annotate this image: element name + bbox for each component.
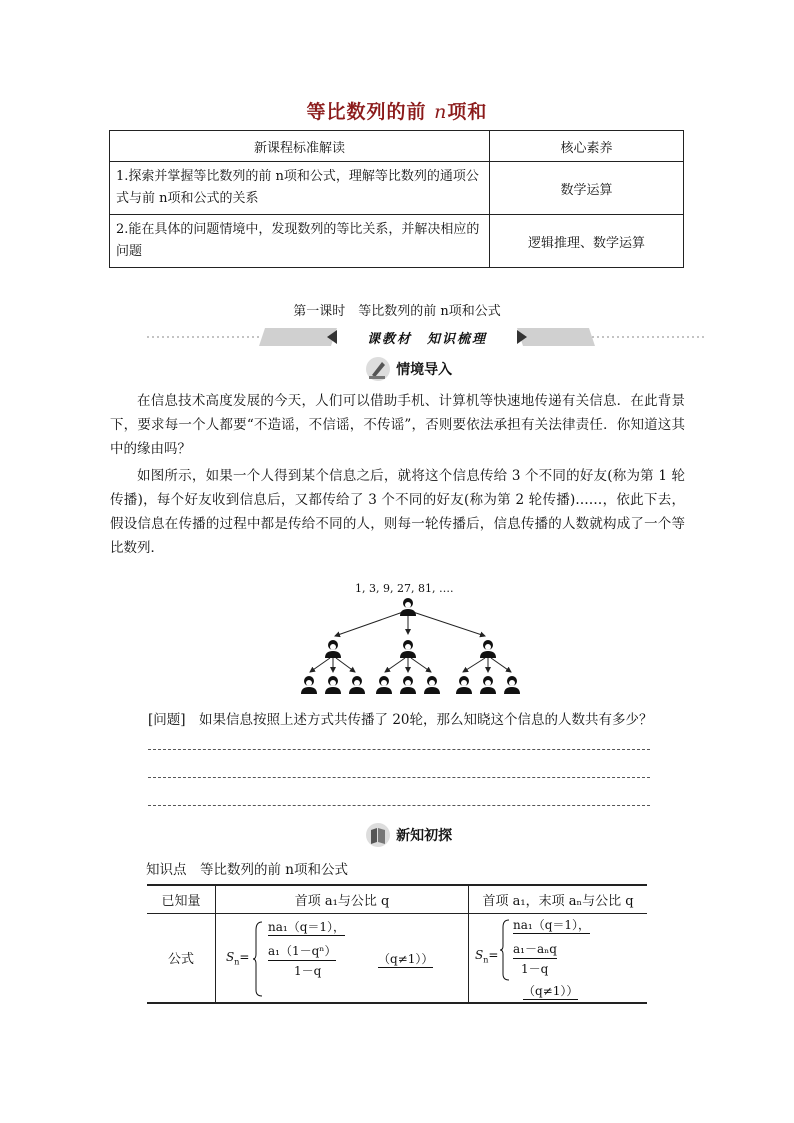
section-title: 情境导入 (396, 362, 453, 378)
person-icon (325, 676, 341, 694)
formula-row (147, 913, 647, 1003)
standards-cell-right: 逻辑推理、数学运算 (490, 215, 684, 268)
standards-header-row (110, 131, 684, 162)
book-icon (365, 822, 391, 848)
formula-lhs: $S_n=$ (475, 947, 499, 965)
page-title: 等比数列的前 n项和 (306, 101, 488, 123)
person-icon (480, 640, 496, 658)
standards-header-left: 新课程标准解读 (110, 131, 490, 162)
standards-row (110, 215, 684, 268)
knowledge-point-title: 知识点 等比数列的前 n项和公式 (146, 862, 348, 878)
formula-denominator: 1－q (294, 963, 322, 978)
standards-cell-right: 数学运算 (490, 162, 684, 215)
formula-header: 首项 a₁，末项 aₙ与公比 q (469, 885, 648, 913)
formula-lhs: $S_n=$ (226, 949, 250, 967)
tree-sequence-label: 1, 3, 9, 27, 81, …. (355, 582, 454, 595)
standards-row (110, 162, 684, 215)
formula-header-row (147, 885, 647, 913)
person-icon (400, 676, 416, 694)
formula-header: 已知量 (147, 885, 216, 913)
formula-condition: （q≠1）） (523, 983, 579, 998)
question-text: [问题] 如果信息按照上述方式共传播了 20轮，那么知晓这个信息的人数共有多少？ (148, 712, 653, 728)
standards-header-right: 核心素养 (490, 131, 684, 162)
lesson-title: 第一课时 等比数列的前 n项和公式 (293, 304, 501, 319)
pencil-icon (365, 356, 391, 382)
propagation-tree (295, 596, 525, 698)
person-icon (456, 676, 472, 694)
section-heading-new-knowledge (365, 822, 452, 848)
banner-text: 课教材 知识梳理 (366, 332, 487, 347)
formula-cell-1 (216, 913, 469, 1003)
person-icon (325, 640, 341, 658)
brace-icon (252, 920, 264, 998)
brace-icon (499, 918, 511, 982)
formula-numerator: a₁（1－qⁿ） (268, 942, 336, 961)
person-icon (424, 676, 440, 694)
formula-header: 首项 a₁与公比 q (216, 885, 469, 913)
person-icon (301, 676, 317, 694)
formula-numerator: a₁－aₙq (513, 940, 557, 959)
person-icon (504, 676, 520, 694)
formula-case1: na₁（q＝1）， (513, 917, 591, 932)
standards-table (109, 130, 684, 268)
formula-case1: na₁（q＝1）， (268, 919, 346, 934)
section-title: 新知初探 (396, 828, 453, 844)
person-icon (400, 640, 416, 658)
standards-cell-left: 2.能在具体的问题情境中，发现数列的等比关系，并解决相应的问题 (110, 215, 490, 268)
formula-table (147, 884, 647, 1004)
person-icon (376, 676, 392, 694)
formula-denominator: 1－q (521, 961, 549, 976)
section-heading-context (365, 356, 452, 382)
standards-cell-left: 1.探索并掌握等比数列的前 n项和公式，理解等比数列的通项公式与前 n项和公式的关系 (110, 162, 490, 215)
person-icon (349, 676, 365, 694)
answer-line (148, 805, 650, 806)
paragraph-example: 如图所示，如果一个人得到某个信息之后，就将这个信息传给 3 个不同的好友(称为第 1 轮传播)，每个好友收到信息后，又都传给了 3 个不同的好友(称为第 2 轮传播)……，依此下去，假设信息在传播的过程中都是传给不同的人，则每一轮传播后，信息传播的人数就构成了一个等比数列． (110, 468, 685, 556)
paragraph-intro: 在信息技术高度发展的今天，人们可以借助手机、计算机等快速地传递有关信息．在此背景下，要求每一个人都要“不造谣，不信谣，不传谣”，否则要依法承担有关法律责任．你知道这其中的缘由吗？ (110, 393, 685, 457)
answer-line (148, 749, 650, 750)
formula-condition: （q≠1）） (378, 951, 434, 966)
section-banner (147, 326, 707, 348)
answer-line (148, 777, 650, 778)
formula-cell-2 (469, 913, 648, 1003)
person-icon (480, 676, 496, 694)
formula-row-label: 公式 (147, 913, 216, 1003)
person-icon (400, 598, 416, 616)
